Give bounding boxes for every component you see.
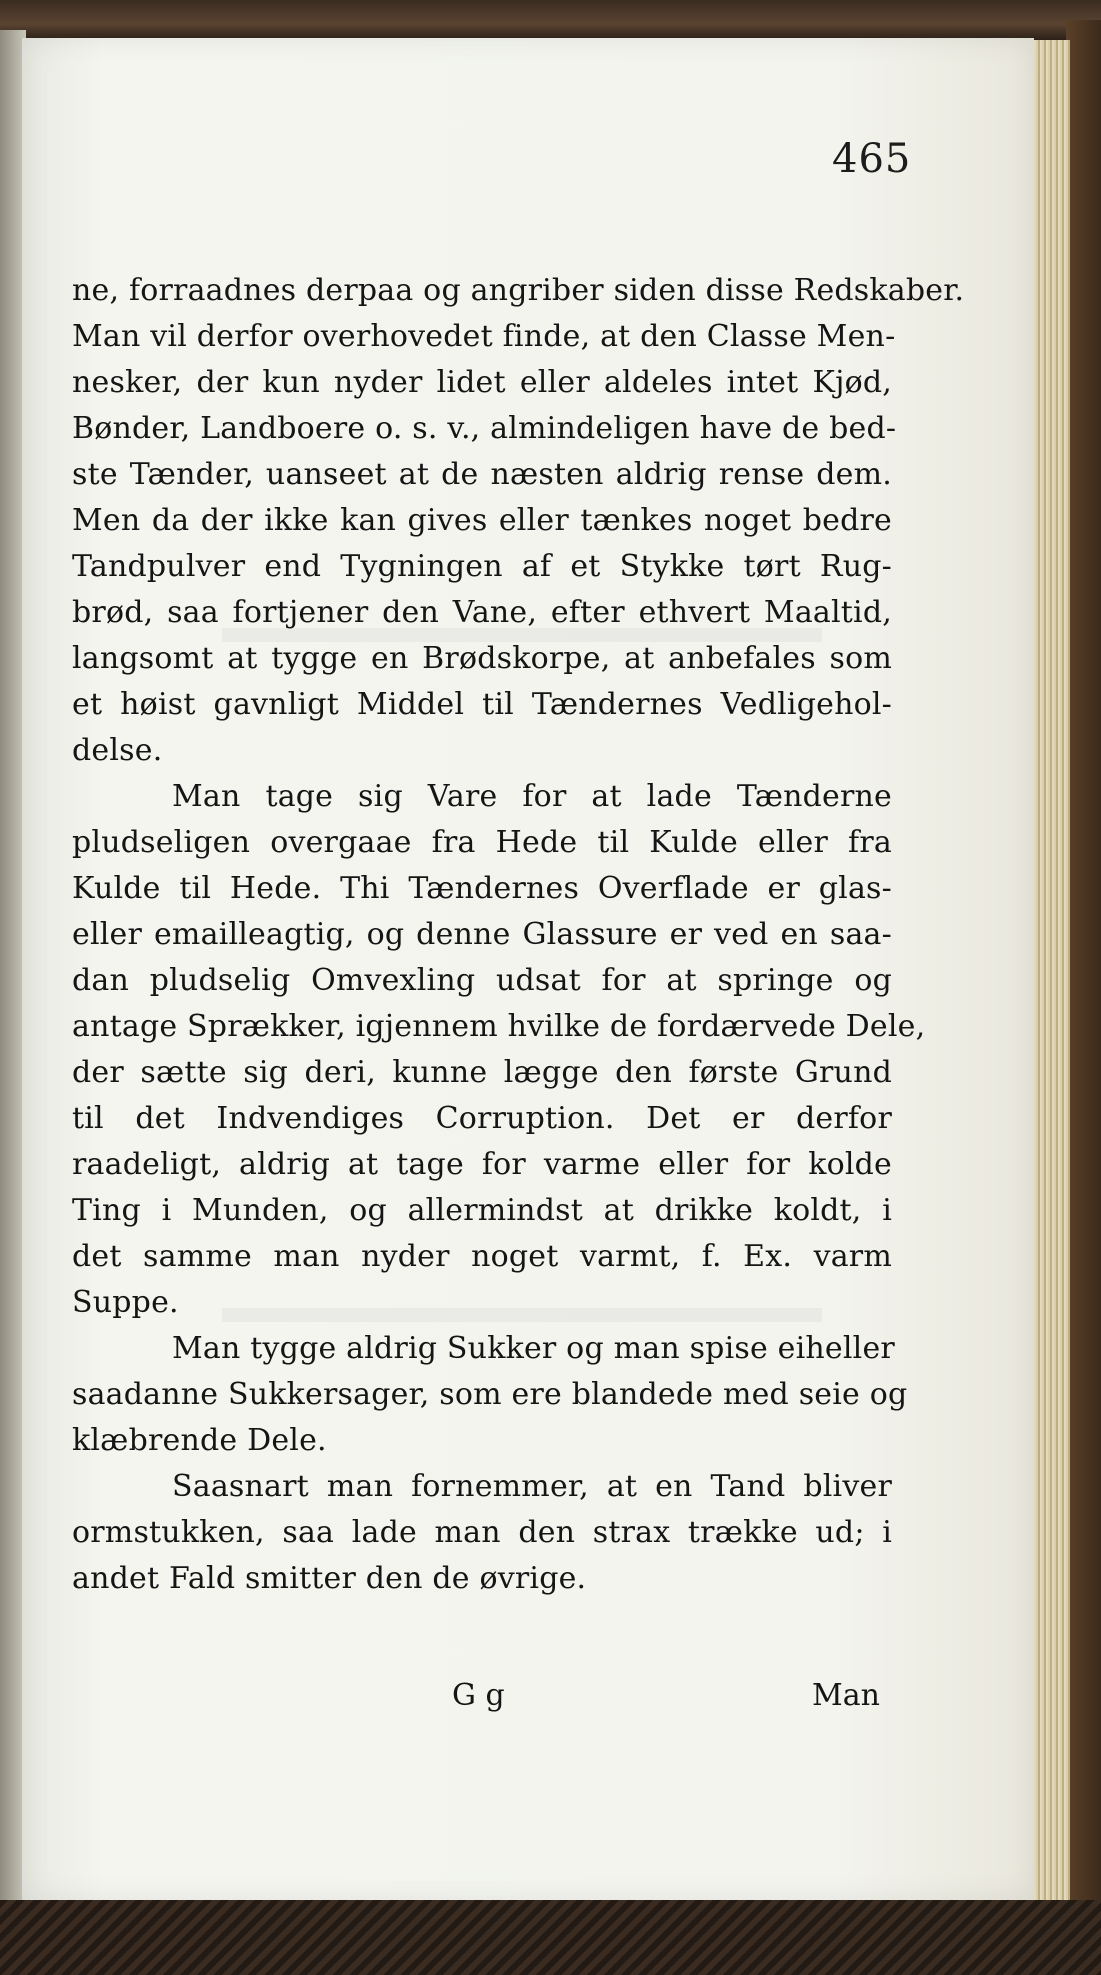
text-line: raadeligt, aldrig at tage for varme eller for kolde bbox=[72, 1147, 892, 1182]
text-line: der sætte sig deri, kunne lægge den første Grund bbox=[72, 1055, 892, 1090]
page-number: 465 bbox=[832, 136, 912, 182]
text-line: brød, saa fortjener den Vane, efter ethvert Maaltid, bbox=[72, 595, 892, 630]
text-line: dan pludselig Omvexling udsat for at springe og bbox=[72, 963, 892, 998]
text-line: ormstukken, saa lade man den strax trække ud; i bbox=[72, 1515, 892, 1550]
text-line: Tandpulver end Tygningen af et Stykke tørt Rug- bbox=[72, 549, 892, 584]
body-text bbox=[72, 268, 965, 1602]
text-line: delse. bbox=[72, 733, 163, 768]
text-line: til det Indvendiges Corruption. Det er derfor bbox=[72, 1101, 892, 1136]
text-line: Suppe. bbox=[72, 1285, 179, 1320]
signature-mark: G g bbox=[452, 1678, 505, 1713]
text-line: eller emailleagtig, og denne Glassure er ved en saa- bbox=[72, 917, 892, 952]
text-line: langsomt at tygge en Brødskorpe, at anbefales som bbox=[72, 641, 892, 676]
page-edges bbox=[1030, 40, 1070, 1900]
text-line: Men da der ikke kan gives eller tænkes noget bedre bbox=[72, 503, 892, 538]
text-line: nesker, der kun nyder lidet eller aldeles intet Kjød, bbox=[72, 365, 892, 400]
book-cover-edge bbox=[1066, 20, 1101, 1920]
text-line: ne, forraadnes derpaa og angriber siden disse Redskaber. bbox=[72, 273, 965, 308]
text-line: andet Fald smitter den de øvrige. bbox=[72, 1561, 587, 1596]
catchword: Man bbox=[812, 1678, 880, 1713]
text-line: pludseligen overgaae fra Hede til Kulde eller fra bbox=[72, 825, 892, 860]
binding-bottom bbox=[0, 1900, 1101, 1975]
text-line: Man vil derfor overhovedet finde, at den Classe Men- bbox=[72, 319, 896, 354]
book-page bbox=[22, 38, 1034, 1900]
text-line: et høist gavnligt Middel til Tændernes Vedligehol- bbox=[72, 687, 892, 722]
text-line: antage Sprækker, igjennem hvilke de fordærvede Dele, bbox=[72, 1009, 926, 1044]
text-line: det samme man nyder noget varmt, f. Ex. varm bbox=[72, 1239, 892, 1274]
text-line: ste Tænder, uanseet at de næsten aldrig rense dem. bbox=[72, 457, 892, 492]
text-line: Kulde til Hede. Thi Tændernes Overflade er glas- bbox=[72, 871, 892, 906]
text-line: Man tage sig Vare for at lade Tænderne bbox=[172, 779, 892, 814]
text-line: Ting i Munden, og allermindst at drikke koldt, i bbox=[72, 1193, 892, 1228]
binding-top bbox=[0, 0, 1101, 40]
text-line: klæbrende Dele. bbox=[72, 1423, 327, 1458]
text-line: Saasnart man fornemmer, at en Tand bliver bbox=[172, 1469, 892, 1504]
text-line: Bønder, Landboere o. s. v., almindeligen have de bed- bbox=[72, 411, 897, 446]
text-line: saadanne Sukkersager, som ere blandede med seie og bbox=[72, 1377, 908, 1412]
text-line: Man tygge aldrig Sukker og man spise eiheller bbox=[172, 1331, 895, 1366]
